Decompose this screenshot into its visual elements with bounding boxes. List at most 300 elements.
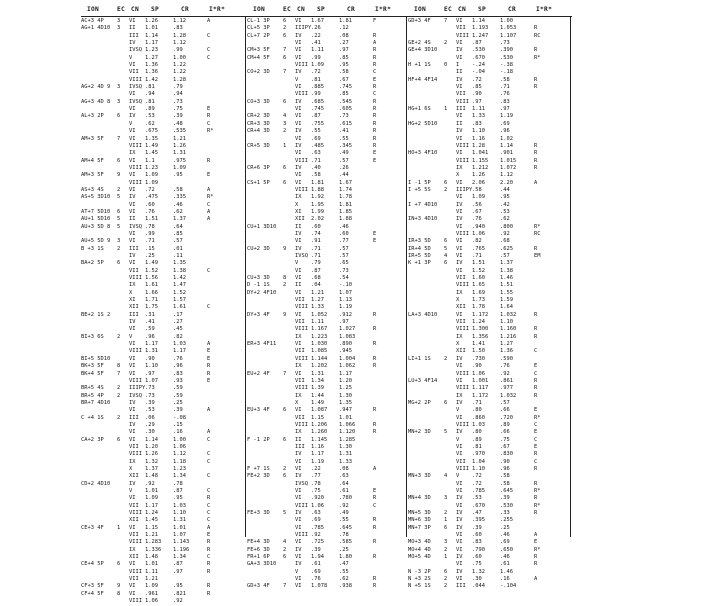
table-row <box>408 238 568 245</box>
cell-ir: R <box>534 142 538 149</box>
cell-sp: .99 <box>311 91 321 98</box>
cell-cr: .95 <box>173 495 183 502</box>
table-row <box>81 334 241 341</box>
cell-sp: .74 <box>311 230 321 237</box>
cell-ion: FE+6 3D <box>247 546 270 553</box>
table-row <box>81 209 241 216</box>
cell-ion: HF+4 4F14 <box>408 76 438 83</box>
cell-cn: VIII <box>295 186 308 193</box>
table-row <box>408 378 568 385</box>
table-row <box>81 400 241 407</box>
cell-cn: VI <box>129 370 136 377</box>
cell-sp: 1.300 <box>472 326 489 333</box>
cell-sp: .885 <box>311 84 324 91</box>
cell-sp: .685 <box>311 98 324 105</box>
cell-sp: 1.69 <box>472 289 485 296</box>
cell-ion: HG+1 6S <box>408 106 431 113</box>
cell-cn: VII <box>295 348 305 355</box>
cell-cn: VI <box>456 561 463 568</box>
cell-ion: GD+3 4F <box>408 18 431 24</box>
table-row <box>81 253 241 260</box>
cell-ir: A <box>207 429 211 436</box>
cell-sp: 1.31 <box>311 370 324 377</box>
cell-ec: 4 <box>444 473 448 480</box>
table-row <box>408 180 568 187</box>
cell-sp: 1.212 <box>472 164 489 171</box>
cell-sp: .87 <box>472 40 482 47</box>
cell-sp: .755 <box>311 120 324 127</box>
column-header-ion: ION <box>87 6 100 13</box>
table-row <box>247 113 407 120</box>
cell-cn: IX <box>456 392 463 399</box>
table-row <box>81 290 241 297</box>
cell-cr: .92 <box>500 230 510 237</box>
cell-ir: R <box>534 157 538 164</box>
cell-cn: XII <box>456 348 466 355</box>
cell-ir: E <box>373 230 377 237</box>
cell-sp: .89 <box>472 436 482 443</box>
cell-cr: 1.062 <box>339 363 356 370</box>
cell-cr: .945 <box>339 348 352 355</box>
cell-ion: D -1 1S <box>247 282 270 289</box>
cell-cr: 1.28 <box>173 76 186 83</box>
cell-cr: .90 <box>500 458 510 465</box>
table-row <box>247 429 407 436</box>
cell-cn: XII <box>129 304 139 311</box>
cell-cr: .93 <box>173 377 183 384</box>
cell-cn: VI <box>295 84 302 91</box>
table-row <box>408 583 568 590</box>
cell-cr: .85 <box>339 91 349 98</box>
cell-cn: IV <box>456 568 463 575</box>
cell-ec: 2 <box>444 583 448 590</box>
cell-cr: 1.57 <box>173 297 186 304</box>
table-row <box>408 429 568 436</box>
cell-sp: 1.37 <box>145 465 158 472</box>
cell-cr: .64 <box>173 223 183 230</box>
table-row <box>247 466 407 473</box>
cell-sp: .920 <box>311 495 324 502</box>
table-row <box>408 106 568 113</box>
cell-cn: IV <box>295 561 302 568</box>
table-row <box>81 106 241 113</box>
cell-cr: 1.74 <box>339 186 352 193</box>
cell-ir: R <box>207 113 211 120</box>
cell-ir: R <box>534 377 538 384</box>
table-row <box>408 554 568 561</box>
cell-sp: .91 <box>311 238 321 245</box>
cell-sp: 1.09 <box>145 172 158 179</box>
cell-cn: VI <box>456 18 463 24</box>
column-header-ec: EC <box>444 6 453 13</box>
cell-cn: X <box>456 297 460 304</box>
cell-ec: 7 <box>117 135 121 142</box>
cell-cr: .66 <box>500 407 510 414</box>
cell-ion: MN+4 3D <box>408 495 431 502</box>
cell-ec: 7 <box>444 18 448 24</box>
cell-sp: .81 <box>311 76 321 83</box>
cell-ir: C <box>207 458 211 465</box>
cell-ion: H +1 1S <box>408 62 431 69</box>
cell-cr: .78 <box>173 480 183 487</box>
table-row <box>247 385 407 392</box>
cell-ec: 3 <box>117 238 121 245</box>
cell-ir: R <box>207 568 211 575</box>
cell-cn: VI <box>295 495 302 502</box>
cell-cn: IX <box>456 164 463 171</box>
cell-ir: R <box>373 54 377 61</box>
cell-cn: IX <box>129 282 136 289</box>
cell-cn: IV <box>129 319 136 326</box>
cell-sp: 1.88 <box>311 186 324 193</box>
cell-cn: VII <box>295 377 305 384</box>
cell-sp: 1.17 <box>311 451 324 458</box>
cell-ir: R <box>373 576 377 583</box>
cell-sp: .71 <box>311 157 321 164</box>
cell-cr: 1.12 <box>173 40 186 47</box>
column-header-ir: I*R* <box>209 6 226 13</box>
cell-sp: 1.01 <box>145 25 158 32</box>
cell-cr: .58 <box>500 473 510 480</box>
cell-cn: VI <box>295 576 302 583</box>
cell-ion: CO+3 3D <box>247 98 270 105</box>
cell-cr: 1.072 <box>500 164 517 171</box>
cell-cr: .861 <box>500 377 513 384</box>
table-row <box>247 371 407 378</box>
column-header-cr: CR <box>508 6 517 13</box>
cell-ec: 5 <box>444 429 448 436</box>
table-panel-2 <box>247 4 407 590</box>
cell-sp: 1.27 <box>311 297 324 304</box>
cell-cr: .08 <box>339 465 349 472</box>
cell-sp: 1.49 <box>311 399 324 406</box>
table-row <box>247 378 407 385</box>
table-row <box>81 77 241 84</box>
cell-cr: 1.51 <box>500 282 513 289</box>
cell-ir: E <box>207 377 211 384</box>
table-row <box>247 158 407 165</box>
cell-ir: R <box>373 98 377 105</box>
cell-cn: VI <box>295 120 302 127</box>
cell-cn: VI <box>129 135 136 142</box>
cell-cr: 1.36 <box>500 348 513 355</box>
cell-sp: .530 <box>472 47 485 54</box>
cell-ir: C <box>207 488 211 494</box>
cell-ir: C <box>207 267 211 274</box>
cell-ir: R* <box>534 546 541 553</box>
cell-sp: 1.92 <box>311 194 324 201</box>
cell-sp: 1.172 <box>472 311 489 318</box>
table-row <box>408 576 568 583</box>
cell-cr: .42 <box>500 201 510 208</box>
cell-cr: 1.25 <box>339 385 352 392</box>
cell-sp: .745 <box>311 106 324 113</box>
cell-cn: VII <box>129 576 139 583</box>
cell-ir: A <box>534 179 538 186</box>
cell-ion: IR+5 5D <box>408 253 431 259</box>
cell-cn: IV <box>129 40 136 47</box>
table-row <box>81 260 241 267</box>
cell-ir: R <box>373 429 377 436</box>
cell-sp: .22 <box>311 465 321 472</box>
cell-cn: VI <box>129 326 136 333</box>
table-row <box>81 532 241 539</box>
table-row <box>81 113 241 120</box>
cell-cn: VI <box>456 267 463 274</box>
cell-cr: .95 <box>173 172 183 179</box>
cell-cr: .44 <box>339 172 349 179</box>
cell-sp: 1.03 <box>472 421 485 428</box>
cell-cn: VI <box>295 40 302 47</box>
table-row <box>247 47 407 54</box>
cell-cr: .530 <box>500 502 513 509</box>
cell-cr: 1.22 <box>173 62 186 69</box>
cell-cn: VI <box>456 40 463 47</box>
cell-cn: IV <box>295 546 302 553</box>
cell-cr: 1.032 <box>500 311 517 318</box>
cell-sp: .60 <box>311 223 321 230</box>
cell-cr: 1.28 <box>173 32 186 39</box>
cell-ir: E <box>207 348 211 355</box>
cell-ir: C <box>534 370 538 377</box>
cell-cn: IVSQ <box>129 392 142 399</box>
cell-ion: K +1 3P <box>408 260 431 267</box>
cell-ir: R* <box>534 223 541 230</box>
cell-sp: .61 <box>311 561 321 568</box>
cell-ir: C <box>373 69 377 76</box>
cell-sp: .97 <box>145 370 155 377</box>
cell-cr: .947 <box>339 407 352 414</box>
table-row <box>408 495 568 502</box>
cell-sp: .90 <box>145 355 155 362</box>
cell-sp: 1.66 <box>145 289 158 296</box>
table-row <box>408 209 568 216</box>
cell-cn: IX <box>295 392 302 399</box>
table-panel-1 <box>81 4 241 605</box>
table-row <box>247 554 407 561</box>
cell-ion: LA+3 4D10 <box>408 311 438 318</box>
cell-sp: 1.09 <box>472 194 485 201</box>
cell-sp: .97 <box>472 98 482 105</box>
cell-cn: X <box>295 201 299 208</box>
cell-cr: .08 <box>339 32 349 39</box>
cell-cr: 1.015 <box>500 157 517 164</box>
cell-ir: E <box>373 488 377 494</box>
cell-ion: AM+3 5F <box>81 135 104 142</box>
cell-cr: .25 <box>500 524 510 531</box>
cell-cn: VIII <box>456 230 469 237</box>
cell-ec: 3 <box>117 25 121 32</box>
cell-sp: 1.60 <box>472 275 485 282</box>
table-row <box>247 437 407 444</box>
table-row <box>81 62 241 69</box>
cell-cr: 1.10 <box>500 319 513 326</box>
cell-ion: CR+4 3D <box>247 128 270 135</box>
cell-cn: IVSQ <box>129 98 142 105</box>
cell-cr: .83 <box>173 370 183 377</box>
cell-sp: 1.28 <box>472 142 485 149</box>
cell-cn: IV <box>129 253 136 259</box>
cell-ir: C <box>207 554 211 561</box>
table-row <box>247 363 407 370</box>
cell-ion: MO+5 4D <box>408 554 431 561</box>
table-row <box>408 172 568 179</box>
cell-ir: E <box>534 443 538 450</box>
table-row <box>81 319 241 326</box>
cell-sp: 1.155 <box>472 157 489 164</box>
cell-ion: CR+6 3P <box>247 164 270 171</box>
cell-ec: 3 <box>444 495 448 502</box>
cell-ir: A <box>373 40 377 47</box>
table-row <box>408 466 568 473</box>
table-row <box>247 312 407 319</box>
cell-cn: VII <box>456 319 466 326</box>
table-row <box>408 459 568 466</box>
cell-ir: R <box>373 539 377 546</box>
column-header-ec: EC <box>283 6 292 13</box>
column-divider <box>245 16 246 537</box>
cell-ir: R* <box>534 502 541 509</box>
table-row <box>247 517 407 524</box>
cell-cr: 1.64 <box>500 304 513 311</box>
cell-ir: R <box>534 510 538 517</box>
cell-sp: .475 <box>145 194 158 201</box>
cell-ion: BE+2 1S 2 <box>81 311 111 318</box>
table-row <box>408 99 568 106</box>
cell-ir: R <box>373 106 377 113</box>
cell-ir: R <box>534 385 538 392</box>
cell-cn: XII <box>129 554 139 561</box>
table-row <box>247 561 407 568</box>
cell-cn: VI <box>295 583 302 590</box>
cell-sp: 1.95 <box>311 201 324 208</box>
cell-sp: 1.45 <box>145 150 158 157</box>
cell-cn: VI <box>295 554 302 561</box>
table-row <box>247 62 407 69</box>
cell-cr: .15 <box>173 421 183 428</box>
cell-ir: C <box>373 502 377 509</box>
table-row <box>81 459 241 466</box>
cell-cn: IV <box>295 230 302 237</box>
cell-ir: C <box>207 54 211 61</box>
cell-cn: IV <box>295 32 302 39</box>
cell-sp: .58 <box>472 186 482 193</box>
table-row <box>408 62 568 69</box>
table-row <box>81 297 241 304</box>
cell-cn: X <box>129 465 133 472</box>
cell-sp: 1.26 <box>145 451 158 458</box>
cell-ion: HG+2 5D10 <box>408 120 438 127</box>
table-row <box>408 363 568 370</box>
cell-sp: .69 <box>311 517 321 524</box>
cell-cn: VI <box>295 517 302 524</box>
cell-cn: X <box>456 341 460 348</box>
cell-cr: 1.30 <box>339 392 352 399</box>
cell-ion: CL+5 3P <box>247 25 270 32</box>
cell-ir: R <box>534 554 538 561</box>
cell-cr: .12 <box>339 25 349 32</box>
cell-sp: 1.19 <box>311 458 324 465</box>
cell-sp: 1.39 <box>311 385 324 392</box>
table-row <box>81 547 241 554</box>
cell-sp: 1.117 <box>472 385 489 392</box>
cell-cn: V <box>129 488 133 494</box>
cell-sp: .485 <box>311 142 324 149</box>
table-row <box>81 407 241 414</box>
table-row <box>81 238 241 245</box>
cell-sp: 1.51 <box>145 216 158 223</box>
cell-ion: AU+5 5D 9 <box>81 238 111 245</box>
cell-sp: 1.06 <box>145 598 158 605</box>
table-row <box>81 91 241 98</box>
cell-sp: .47 <box>472 510 482 517</box>
cell-ion: MN+2 3D <box>408 429 431 436</box>
cell-sp: .73 <box>145 385 155 392</box>
table-row <box>408 525 568 532</box>
cell-sp: .71 <box>472 399 482 406</box>
cell-ec: 6 <box>444 399 448 406</box>
cell-cn: IX <box>456 289 463 296</box>
table-row <box>247 532 407 539</box>
cell-sp: .725 <box>311 539 324 546</box>
table-row <box>247 91 407 98</box>
cell-cn: IX <box>129 458 136 465</box>
cell-sp: .69 <box>311 568 321 575</box>
cell-cn: VII <box>129 69 139 76</box>
cell-sp: 1.09 <box>145 495 158 502</box>
cell-cn: IV <box>456 355 463 362</box>
cell-sp: 1.17 <box>145 341 158 348</box>
cell-sp: .79 <box>311 260 321 267</box>
cell-sp: .55 <box>311 128 321 135</box>
cell-cr: .59 <box>173 385 183 392</box>
table-row <box>81 25 241 32</box>
cell-ion: C +4 1S <box>81 414 104 421</box>
cell-cr: .590 <box>500 355 513 362</box>
cell-ir: C <box>207 304 211 311</box>
cell-cn: VI <box>295 465 302 472</box>
column-header-ion: ION <box>414 6 427 13</box>
cell-cr: 1.12 <box>500 172 513 179</box>
cell-cr: .76 <box>500 363 510 370</box>
cell-cr: .16 <box>173 429 183 436</box>
table-row <box>81 99 241 106</box>
cell-cr: .67 <box>500 443 510 450</box>
cell-sp: 1.21 <box>311 289 324 296</box>
cell-cn: VIII <box>295 326 308 333</box>
cell-sp: 1.65 <box>472 282 485 289</box>
cell-sp: 1.01 <box>145 488 158 494</box>
cell-sp: .53 <box>145 113 155 120</box>
table-rows <box>408 18 568 591</box>
cell-ion: FE+3 3D <box>247 510 270 517</box>
cell-cn: IV <box>295 451 302 458</box>
cell-cr: 1.17 <box>173 348 186 355</box>
table-row <box>247 40 407 47</box>
cell-sp: 2.02 <box>311 216 324 223</box>
cell-cr: .73 <box>339 267 349 274</box>
cell-cr: .345 <box>339 142 352 149</box>
cell-sp: .785 <box>311 524 324 531</box>
cell-cr: .01 <box>173 245 183 252</box>
cell-cn: VIII <box>129 348 142 355</box>
table-row <box>81 348 241 355</box>
cell-cr: .61 <box>339 488 349 494</box>
table-row <box>247 187 407 194</box>
cell-ion: MO+3 4D <box>408 539 431 546</box>
cell-ir: R* <box>207 128 214 135</box>
cell-ec: 7 <box>283 47 287 54</box>
